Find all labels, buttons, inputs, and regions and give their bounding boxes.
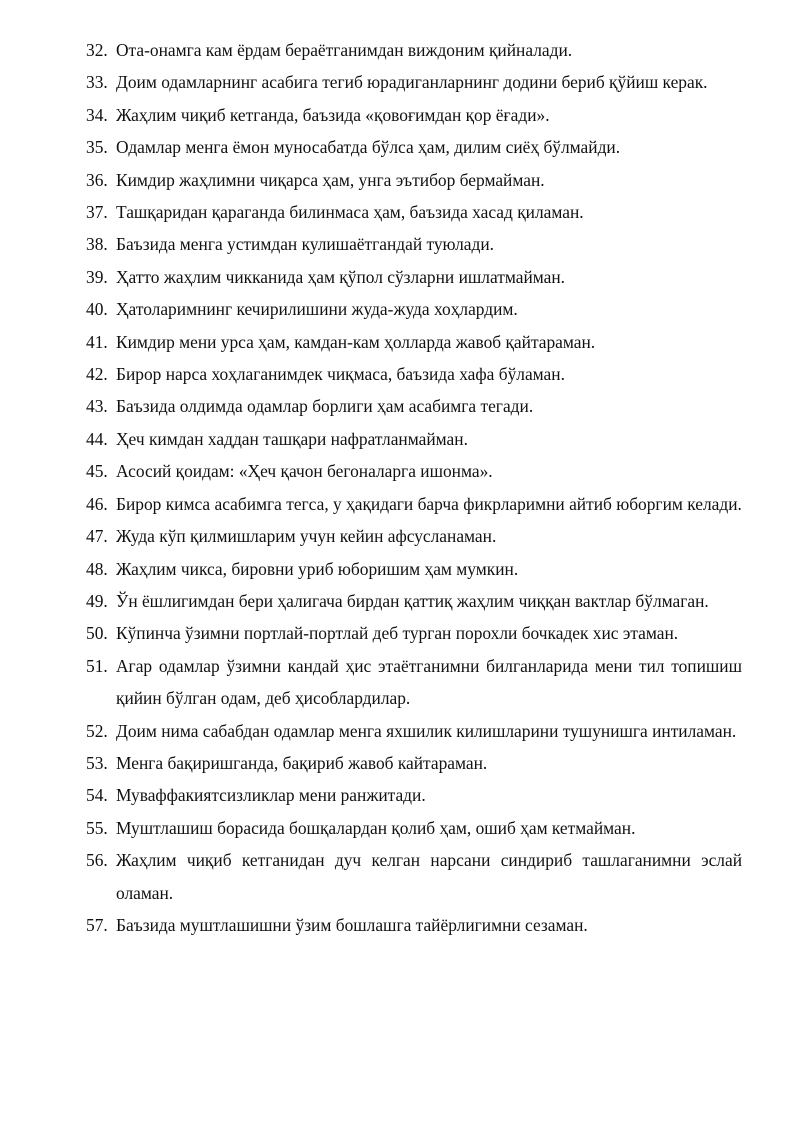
item-text: Доим одамларнинг асабига тегиб юрадиганларнинг додини бериб қўйиш керак. [116, 72, 708, 93]
list-item [86, 131, 742, 163]
list-item [86, 553, 742, 585]
item-text: Асосий қоидам: «Ҳеч қачон бегоналарга ишонма». [116, 461, 493, 482]
list-item [86, 99, 742, 131]
item-number: 43. [86, 396, 108, 417]
list-item [86, 715, 742, 747]
item-number: 37. [86, 202, 108, 223]
item-text: Бирор нарса хоҳлаганимдек чиқмаса, баъзида хафа бўламан. [116, 364, 565, 385]
list-item [86, 358, 742, 390]
item-text: Кимдир жаҳлимни чиқарса ҳам, унга эътибор бермайман. [116, 169, 545, 190]
list-item [86, 293, 742, 325]
list-item [86, 812, 742, 844]
item-number: 54. [86, 785, 108, 806]
item-number: 51. [86, 655, 108, 676]
item-number: 45. [86, 461, 108, 482]
item-text: Баъзида муштлашишни ўзим бошлашга тайёрлигимни сезаман. [116, 914, 588, 935]
item-text: Баъзида менга устимдан кулишаётгандай туюлади. [116, 234, 495, 255]
list-item [86, 585, 742, 617]
item-text: Кўпинча ўзимни портлай-портлай деб турган порохли бочкадек хис этаман. [116, 623, 679, 644]
list-item [86, 423, 742, 455]
item-number: 56. [86, 850, 108, 871]
item-text: Жуда кўп қилмишларим учун кейин афсусланаман. [116, 526, 497, 547]
item-number: 44. [86, 428, 108, 449]
item-number: 52. [86, 720, 108, 741]
list-item [86, 66, 742, 98]
list-item [86, 844, 742, 909]
item-number: 39. [86, 266, 108, 287]
item-text: Ота-онамга кам ёрдам бераётганимдан виждоним қийналади. [116, 40, 573, 60]
item-text: Ҳеч кимдан хаддан ташқари нафратланмайман. [116, 428, 468, 449]
item-text: Доим нима сабабдан одамлар менга яхшилик килишларини тушунишга интиламан. [116, 720, 737, 741]
list-item [86, 196, 742, 228]
item-number: 47. [86, 526, 108, 547]
item-number: 32. [86, 40, 108, 60]
item-text: Жаҳлим чикса, бировни уриб юборишим ҳам мумкин. [116, 558, 519, 579]
item-text: Баъзида олдимда одамлар борлиги ҳам асабимга тегади. [116, 396, 534, 417]
list-item [86, 228, 742, 260]
item-text: Менга бақиришганда, бақириб жавоб кайтараман. [116, 752, 488, 773]
item-number: 38. [86, 234, 108, 255]
list-item [86, 617, 742, 649]
item-number: 35. [86, 137, 108, 158]
list-item [86, 164, 742, 196]
item-text: Ҳатоларимнинг кечирилишини жуда-жуда хоҳлардим. [116, 299, 518, 320]
item-number: 41. [86, 331, 108, 352]
item-number: 53. [86, 752, 108, 773]
item-number: 36. [86, 169, 108, 190]
list-item [86, 747, 742, 779]
item-number: 55. [86, 817, 108, 838]
list-item [86, 455, 742, 487]
item-number: 34. [86, 104, 108, 125]
list-item [86, 520, 742, 552]
item-number: 57. [86, 914, 108, 935]
list-item [86, 779, 742, 811]
item-number: 40. [86, 299, 108, 320]
item-text: Ҳатто жаҳлим чикканида ҳам қўпол сўзларни ишлатмайман. [116, 266, 566, 287]
item-text: Одамлар менга ёмон муносабатда бўлса ҳам, дилим сиёҳ бўлмайди. [116, 137, 621, 158]
list-item [86, 34, 742, 66]
list-item [86, 326, 742, 358]
item-number: 49. [86, 590, 108, 611]
item-text: Бирор кимса асабимга тегса, у ҳақидаги барча фикрларимни айтиб юборгим келади. [116, 493, 742, 514]
item-number: 50. [86, 623, 108, 644]
item-text: Ташқаридан қараганда билинмаса ҳам, баъзида хасад қиламан. [116, 202, 584, 223]
item-text: Муштлашиш борасида бошқалардан қолиб ҳам, ошиб ҳам кетмайман. [116, 817, 636, 838]
item-number: 48. [86, 558, 108, 579]
item-text: Муваффакиятсизликлар мени ранжитади. [116, 785, 426, 806]
list-item [86, 650, 742, 715]
item-text: Агар одамлар ўзимни кандай ҳис этаётганимни билганларида мени тил топишиш қийин бўлган одам, деб ҳисоблардилар. [116, 655, 742, 709]
item-text: Кимдир мени урса ҳам, камдан-кам ҳолларда жавоб қайтараман. [116, 331, 596, 352]
item-text: Ўн ёшлигимдан бери ҳалигача бирдан қаттиқ жаҳлим чиққан вактлар бўлмаган. [116, 590, 709, 611]
list-item [86, 488, 742, 520]
item-number: 42. [86, 364, 108, 385]
list-item [86, 390, 742, 422]
item-text: Жаҳлим чиқиб кетганда, баъзида «қовоғимдан қор ёғади». [116, 104, 550, 125]
list-item [86, 909, 742, 941]
item-number: 46. [86, 493, 108, 514]
questionnaire-list [86, 34, 742, 941]
list-item [86, 261, 742, 293]
item-text: Жаҳлим чиқиб кетганидан дуч келган нарсани синдириб ташлаганимни эслай оламан. [116, 850, 742, 903]
item-number: 33. [86, 72, 108, 93]
